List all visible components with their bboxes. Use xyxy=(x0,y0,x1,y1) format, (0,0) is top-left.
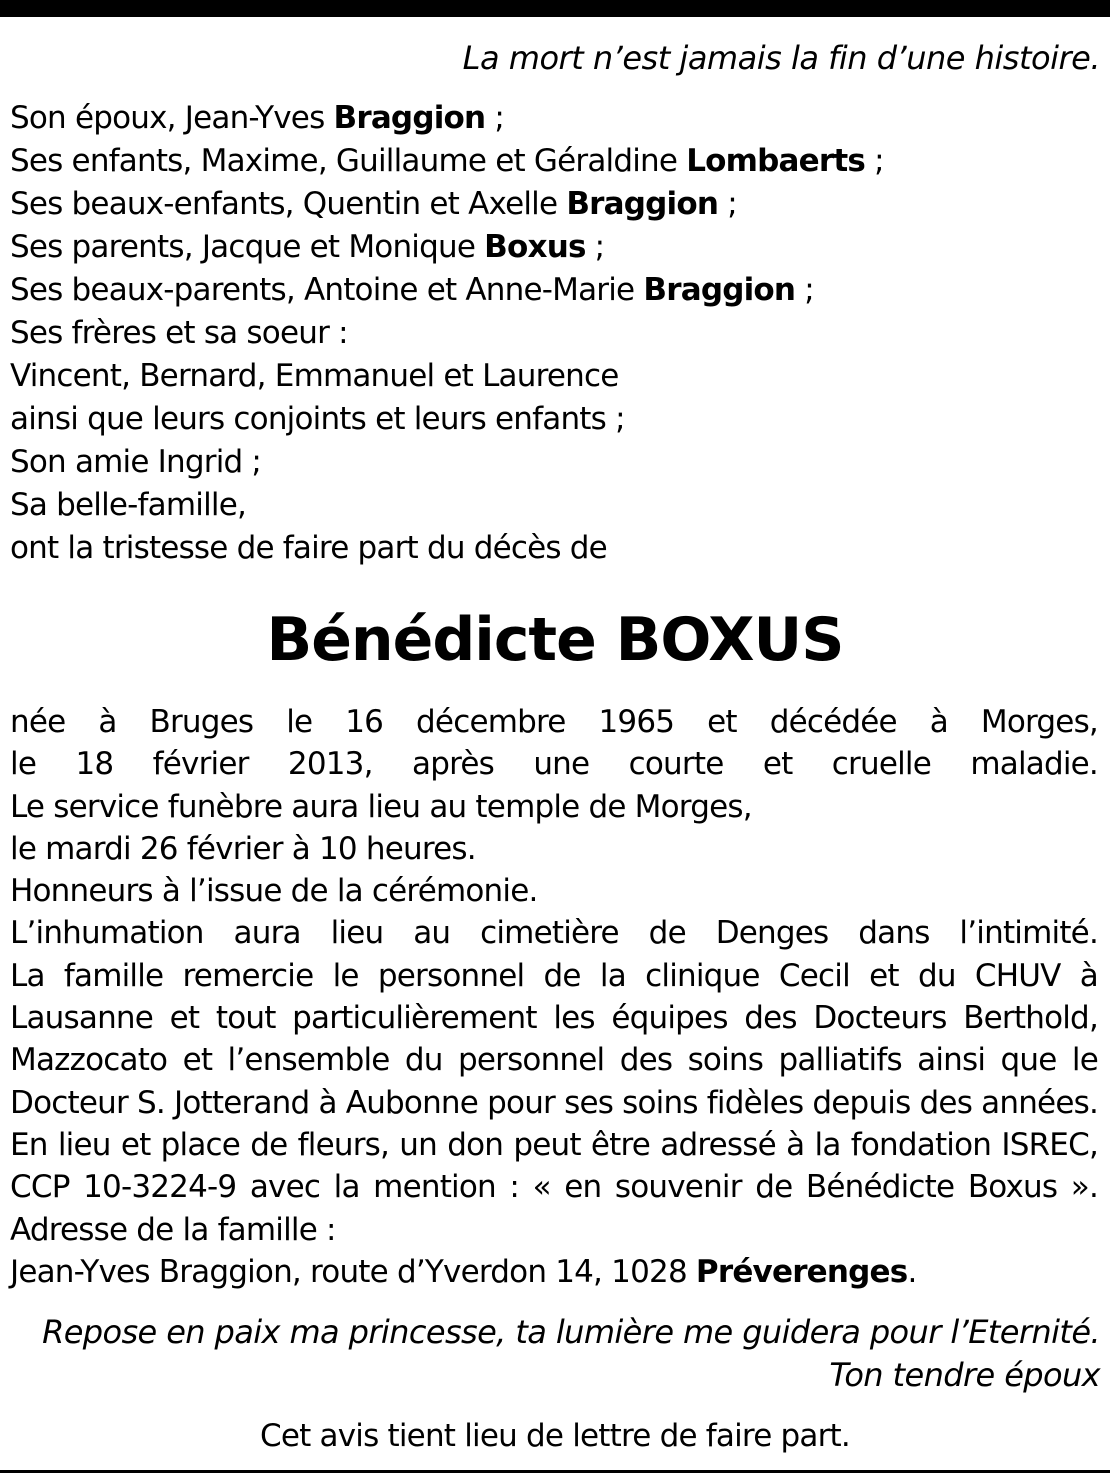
body-line: Honneurs à l’issue de la cérémonie. xyxy=(10,873,538,910)
body-line: le 18 février 2013, après une courte et cruelle maladie. xyxy=(10,746,1098,783)
family-line-punct: ; xyxy=(865,143,884,179)
family-line-punct: ; xyxy=(485,100,505,136)
closing-message xyxy=(42,1311,1100,1397)
address-text: Jean-Yves Braggion, route d’Yverdon 14, 1028 xyxy=(10,1253,696,1290)
epigraph-quote: La mort n’est jamais la fin d’une histoire. xyxy=(462,39,1100,77)
family-line-text: Ses parents, Jacque et Monique xyxy=(10,229,485,265)
body-line: La famille remercie le personnel de la clinique Cecil et du CHUV à xyxy=(10,957,1098,994)
family-line-spouse xyxy=(10,97,884,140)
body-line: CCP 10-3224-9 avec la mention : « en souvenir de Bénédicte Boxus ». xyxy=(10,1169,1098,1206)
family-surname: Lombaerts xyxy=(686,143,866,179)
family-announcement-list xyxy=(10,97,884,570)
body-line: Mazzocato et l’ensemble du personnel des soins palliatifs ainsi que le xyxy=(10,1042,1098,1079)
body-line: le mardi 26 février à 10 heures. xyxy=(10,830,476,867)
family-line-siblings-families: ainsi que leurs conjoints et leurs enfants ; xyxy=(10,401,625,437)
top-border-rule xyxy=(0,0,1110,17)
address-punct: . xyxy=(907,1253,917,1290)
body-line: Adresse de la famille : xyxy=(10,1211,336,1248)
family-surname: Braggion xyxy=(333,100,486,136)
family-line-text: Son époux, Jean-Yves xyxy=(10,100,334,136)
family-line-text: Ses beaux-enfants, Quentin et Axelle xyxy=(10,186,567,222)
family-line-friend: Son amie Ingrid ; xyxy=(10,444,262,480)
family-line-announcement: ont la tristesse de faire part du décès de xyxy=(10,530,607,566)
bottom-border-rule xyxy=(0,1470,1110,1473)
closing-farewell-line: Repose en paix ma princesse, ta lumière me guidera pour l’Eternité. xyxy=(42,1313,1100,1351)
family-line-text: Ses enfants, Maxime, Guillaume et Géraldine xyxy=(10,143,687,179)
family-line-punct: ; xyxy=(585,229,605,265)
family-line-text: Ses beaux-parents, Antoine et Anne-Marie xyxy=(10,272,644,308)
family-line-parents-in-law xyxy=(10,269,884,312)
family-surname: Boxus xyxy=(484,229,586,265)
body-line: Le service funèbre aura lieu au temple de Morges, xyxy=(10,788,752,825)
family-surname: Braggion xyxy=(566,186,719,222)
footer-notice: Cet avis tient lieu de lettre de faire part. xyxy=(260,1418,850,1454)
body-line: En lieu et place de fleurs, un don peut être adressé à la fondation ISREC, xyxy=(10,1126,1098,1163)
body-line: née à Bruges le 16 décembre 1965 et décédée à Morges, xyxy=(10,704,1098,740)
family-line-stepchildren xyxy=(10,183,884,226)
family-line-parents xyxy=(10,226,884,269)
address-town: Préverenges xyxy=(695,1253,908,1290)
body-line: L’inhumation aura lieu au cimetière de Denges dans l’intimité. xyxy=(10,915,1098,952)
family-line-in-laws: Sa belle-famille, xyxy=(10,487,247,523)
closing-signature-line: Ton tendre époux xyxy=(829,1356,1100,1394)
family-line-punct: ; xyxy=(718,186,737,222)
family-address-line xyxy=(10,1251,1098,1293)
body-line: Lausanne et tout particulièrement les équipes des Docteurs Berthold, xyxy=(10,1000,1098,1037)
obituary-body xyxy=(10,701,1098,1293)
family-line-siblings-intro: Ses frères et sa soeur : xyxy=(10,315,348,351)
family-line-punct: ; xyxy=(795,272,814,308)
family-line-siblings: Vincent, Bernard, Emmanuel et Laurence xyxy=(10,358,619,394)
family-surname: Braggion xyxy=(643,272,796,308)
deceased-name-heading: Bénédicte BOXUS xyxy=(266,605,844,675)
body-line: Docteur S. Jotterand à Aubonne pour ses soins fidèles depuis des années. xyxy=(10,1084,1098,1121)
family-line-children xyxy=(10,140,884,183)
